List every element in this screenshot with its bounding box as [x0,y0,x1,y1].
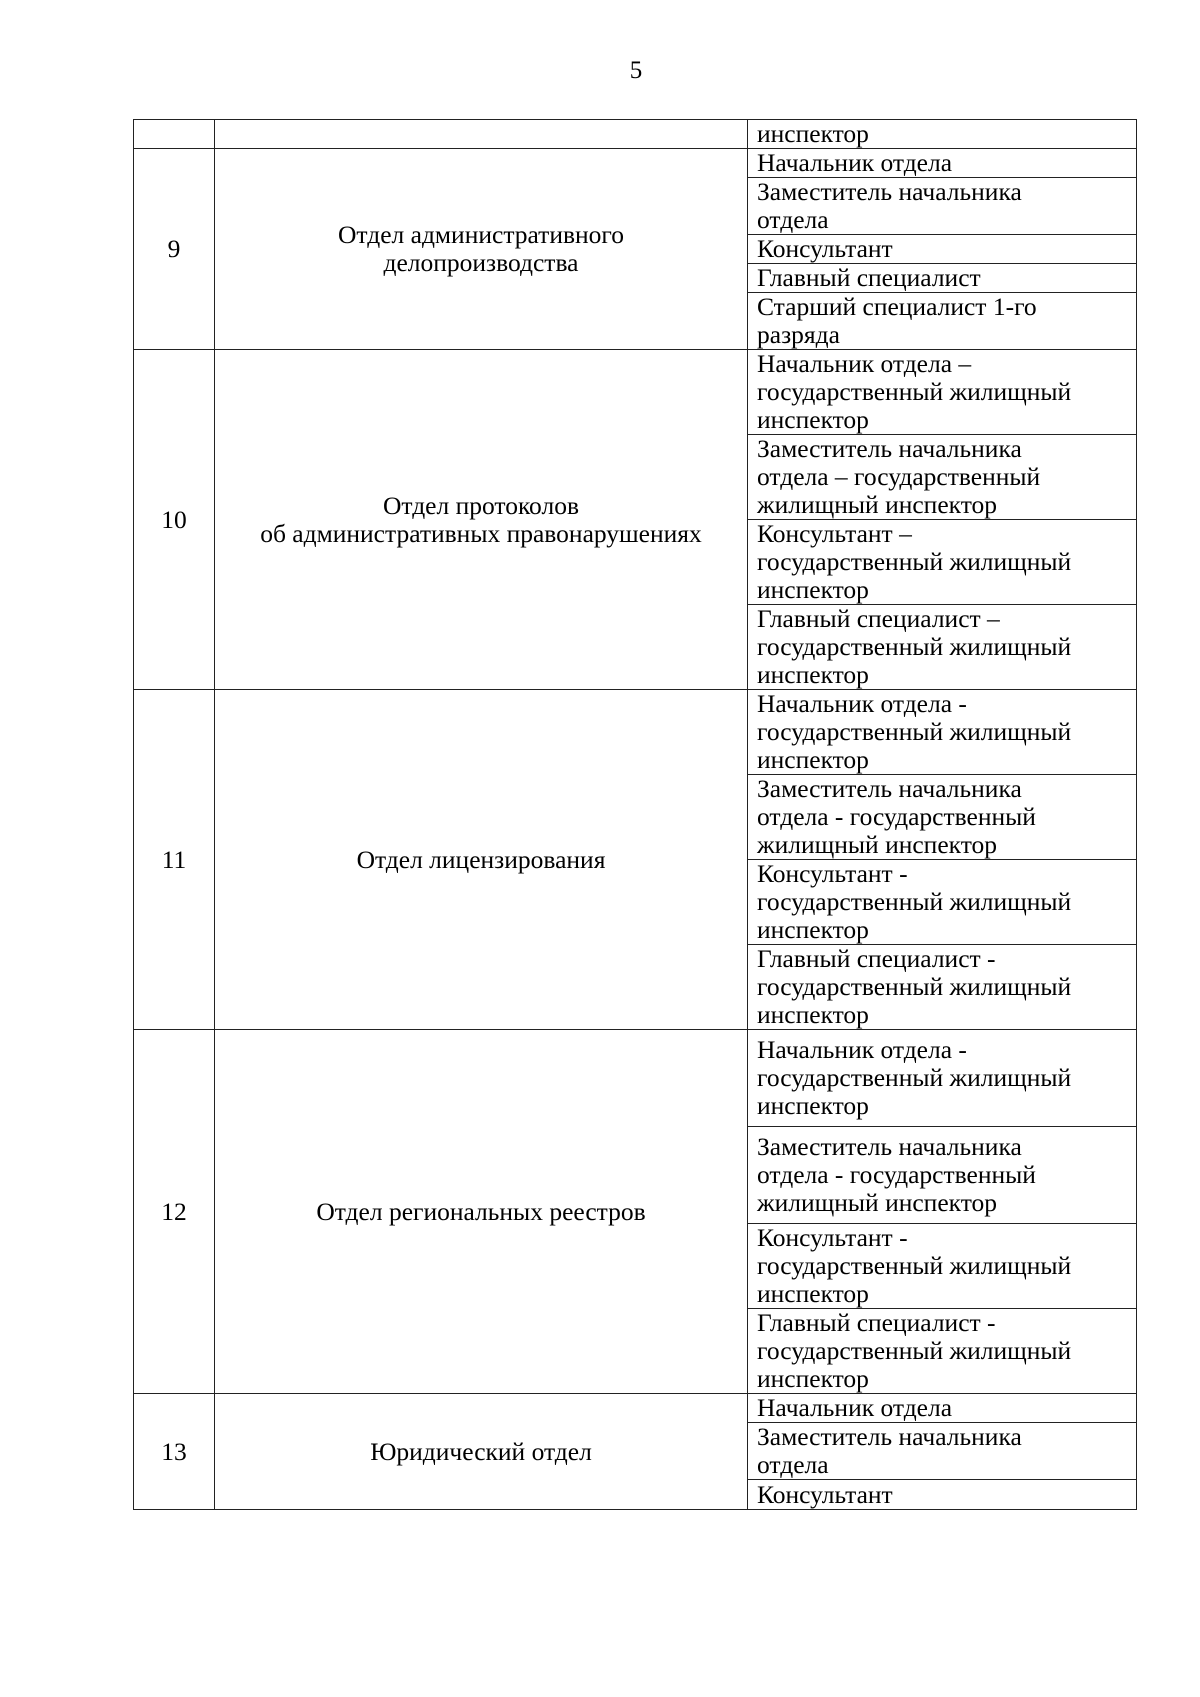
position-title [748,520,1137,605]
position-title [748,178,1137,235]
position-title-line: инспектор [757,745,869,774]
position-title [748,860,1137,945]
position-title-line: Главный специалист [757,263,981,292]
position-title-line: государственный жилищный [757,887,1072,916]
staff-table [133,119,1137,1510]
position-title [748,775,1137,860]
position-title-line: Консультант - [757,1223,908,1252]
department-name-line: Отдел региональных реестров [316,1196,646,1226]
position-title-line: государственный жилищный [757,1336,1072,1365]
position-title-line: инспектор [757,915,869,944]
department-name [215,149,748,350]
position-title [748,235,1137,264]
table-row [134,690,1137,775]
position-title [748,1423,1137,1480]
department-name-line: делопроизводства [383,248,579,277]
position-title-line: Начальник отдела - [757,689,967,718]
position-title [748,1127,1137,1224]
row-number: 12 [134,1030,215,1394]
position-title-line: государственный жилищный [757,972,1072,1001]
position-title [748,1309,1137,1394]
position-title [748,945,1137,1030]
row-number: 13 [134,1394,215,1510]
position-title-line: Начальник отдела - [757,1035,967,1064]
position-title-line: Начальник отдела [757,148,953,177]
row-number: 9 [134,149,215,350]
position-title-line: Заместитель начальника [757,177,1022,206]
table-row [134,1394,1137,1423]
continuation-row [134,120,1137,149]
position-title [748,1394,1137,1423]
position-title-line: жилищный инспектор [757,490,998,519]
position-title-line: отдела – государственный [757,462,1041,491]
department-name-line: Юридический отдел [370,1436,592,1466]
position-title-line: отдела - государственный [757,802,1036,831]
position-title-line: жилищный инспектор [757,1188,998,1217]
position-title-line: Старший специалист 1-го [757,292,1037,321]
row-number: 11 [134,690,215,1030]
position-title [748,350,1137,435]
position-title-line: Консультант [757,1479,893,1509]
position-title [748,605,1137,690]
position-title-line: инспектор [757,1364,869,1393]
department-name-line: об административных правонарушениях [260,518,702,548]
position-title-line: Заместитель начальника [757,774,1022,803]
position-title-line: Главный специалист - [757,1308,996,1337]
position-title-line: Консультант - [757,859,908,888]
position-title-line: инспектор [757,1000,869,1029]
department-name-line: Отдел лицензирования [356,844,606,874]
position-title [748,690,1137,775]
number-cell [134,120,215,149]
table-row [134,1030,1137,1127]
position-title-line: Консультант – [757,519,912,548]
position-title-line: государственный жилищный [757,1063,1072,1092]
position-title-line: отдела [757,205,829,234]
position-title [748,293,1137,350]
position-title [748,435,1137,520]
position-title-line: инспектор [757,405,869,434]
department-cell [215,120,748,149]
row-number: 10 [134,350,215,690]
department-name [215,350,748,690]
position-title-line: государственный жилищный [757,632,1072,661]
position-title [748,149,1137,178]
position-title-line: Главный специалист - [757,944,996,973]
position-title-line: Заместитель начальника [757,434,1022,463]
department-name [215,1394,748,1510]
position-title-line: отдела - государственный [757,1160,1036,1189]
position-title [748,264,1137,293]
page-number: 5 [629,57,643,84]
position-title-line: инспектор [757,660,869,689]
position-title-line: государственный жилищный [757,377,1072,406]
position-title-line: Консультант [757,234,893,263]
table-row [134,350,1137,435]
department-name [215,1030,748,1394]
position-title-line: жилищный инспектор [757,830,998,859]
department-name [215,690,748,1030]
table-row [134,149,1137,178]
position-title-line: Начальник отдела [757,1393,953,1422]
position-title [748,1224,1137,1309]
position-title-line: Заместитель начальника [757,1132,1022,1161]
department-name-line: Отдел протоколов [382,490,579,520]
position-title-line: разряда [757,320,840,349]
position-title-line: Заместитель начальника [757,1422,1022,1451]
position-cell: инспектор [748,120,1137,149]
department-name-line: Отдел административного [338,220,624,249]
position-title-line: Начальник отдела – [757,349,972,378]
position-title-line: государственный жилищный [757,717,1072,746]
position-title-line: инспектор [757,575,869,604]
staff-table-body [134,120,1137,1510]
position-title-line: инспектор [757,1091,869,1120]
position-title-line: государственный жилищный [757,547,1072,576]
position-title-line: государственный жилищный [757,1251,1072,1280]
position-title [748,1480,1137,1510]
position-title-line: Главный специалист – [757,604,1000,633]
position-title-line: инспектор [757,1279,869,1308]
position-title-line: отдела [757,1450,829,1479]
position-title [748,1030,1137,1127]
